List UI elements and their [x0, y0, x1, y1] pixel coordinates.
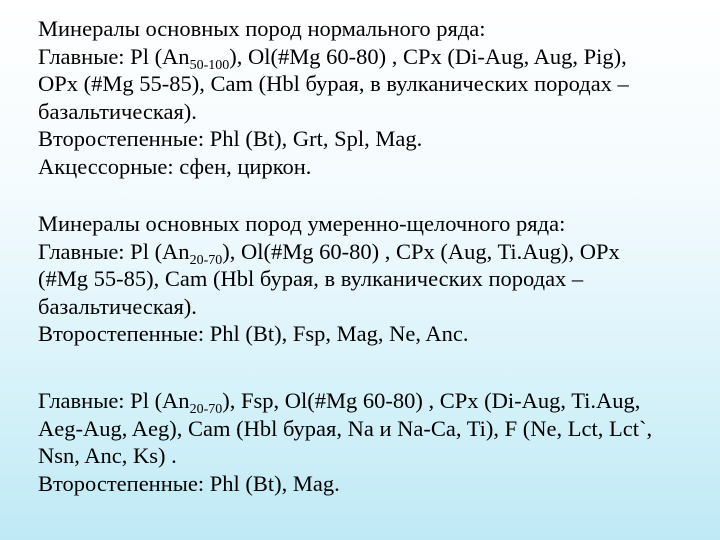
normal-series-accessory-minerals: Акцессорные: сфен, циркон.	[38, 153, 312, 179]
normal-series-main-minerals: Главные: Pl $(An_{50-100})$, Ol(#Mg 60-80) , CPx (Di-Aug, Aug, Pig),	[38, 43, 627, 73]
moderate-alkaline-series-block	[38, 210, 710, 348]
normal-series-main-minerals-line3: базальтическая).	[38, 98, 197, 124]
alkaline-series-block	[38, 387, 710, 497]
anorthite-range: 50-100	[189, 57, 230, 73]
normal-series-heading: Минералы основных пород нормального ряда:	[38, 16, 486, 41]
moderate-alkaline-heading: Минералы основных пород умеренно-щелочного ряда:	[38, 211, 566, 236]
anorthite-range: 20-70	[189, 402, 223, 417]
normal-series-block	[38, 15, 710, 180]
moderate-alkaline-main-minerals: Главные: Pl $(An_{20-70})$, Ol(#Mg 60-80) , CPx (Aug, Ti.Aug), OPx	[38, 238, 620, 268]
moderate-alkaline-main-minerals-line3: базальтическая).	[38, 293, 197, 319]
alkaline-main-minerals-line2: Aeg-Aug, Aeg), Cam (Hbl бурая, Na и Na-Ca, Ti), F (Ne, Lct, Lct`,	[38, 415, 653, 441]
anorthite-range: 20-70	[189, 252, 223, 268]
alkaline-secondary-minerals: Второстепенные: Phl (Bt), Mag.	[38, 470, 340, 496]
alkaline-main-minerals-line3: Nsn, Anc, Ks) .	[38, 443, 177, 468]
normal-series-secondary-minerals: Второстепенные: Phl (Bt), Grt, Spl, Mag.	[38, 126, 423, 151]
alkaline-main-minerals: Главные: Pl $(An_{20-70})$, Fsp, Ol(#Mg 60-80) , CPx (Di-Aug, Ti.Aug,	[38, 388, 641, 417]
moderate-alkaline-main-minerals-line2: (#Mg 55-85), Cam (Hbl бурая, в вулканических породах –	[38, 266, 584, 291]
normal-series-main-minerals-line2: OPx (#Mg 55-85), Cam (Hbl бурая, в вулканических породах –	[38, 71, 629, 96]
moderate-alkaline-secondary-minerals: Второстепенные: Phl (Bt), Fsp, Mag, Ne, Anc.	[38, 321, 469, 346]
